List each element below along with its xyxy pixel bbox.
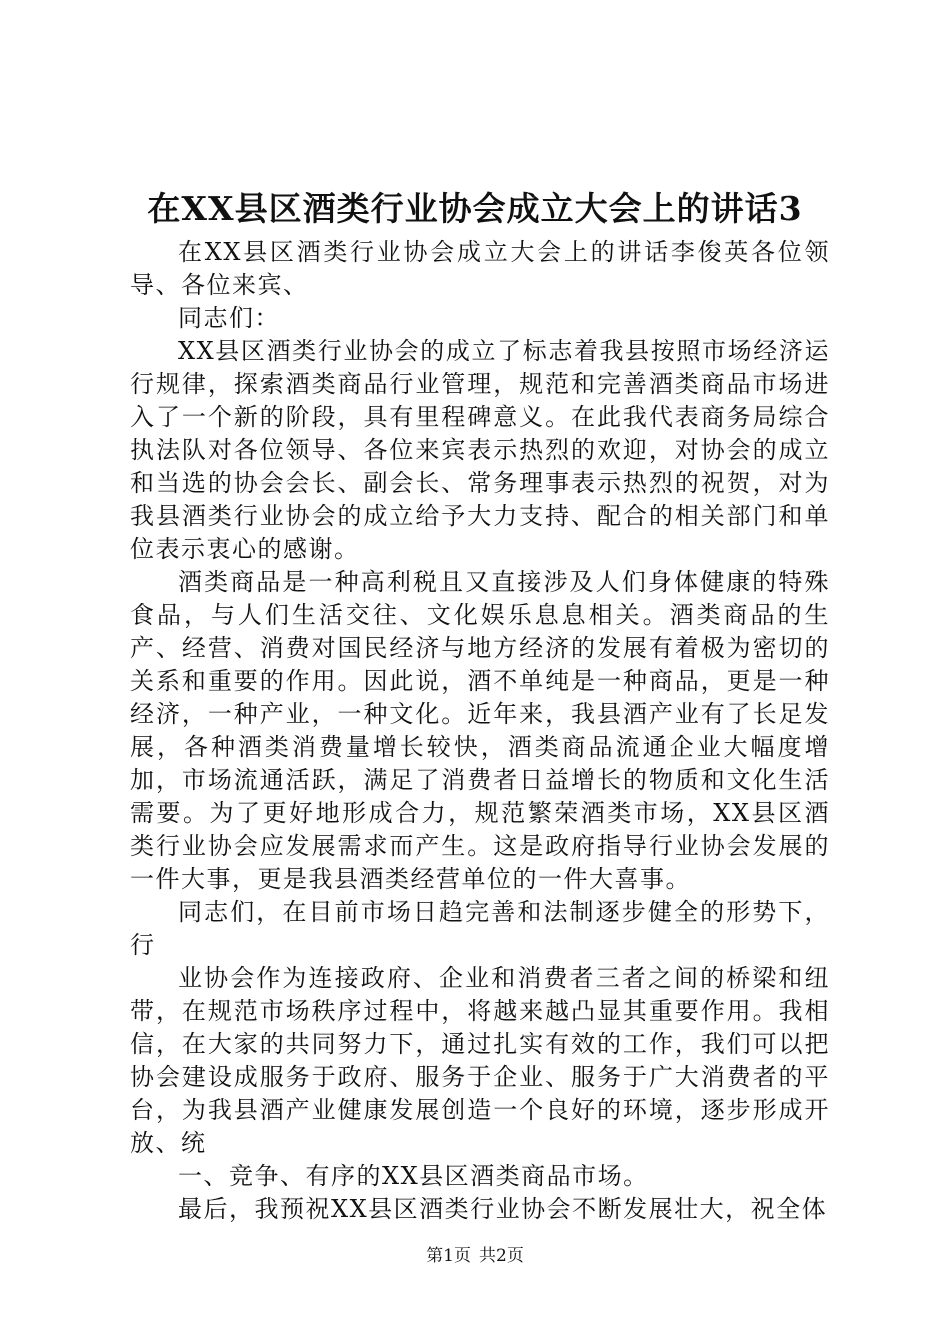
paragraph-opening: 在XX县区酒类行业协会成立大会上的讲话李俊英各位领导、各位来宾、 bbox=[130, 238, 830, 299]
paragraph-association-role: 业协会作为连接政府、企业和消费者三者之间的桥梁和纽带，在规范市场秩序过程中，将越来越凸显其重要作用。我相信，在大家的共同努力下，通过扎实有效的工作，我们可以把协会建设成服务于政府、服务于企业、服务于广大消费者的平台，为我县酒产业健康发展创造一个良好的环境，逐步形成开放、统 bbox=[130, 964, 830, 1157]
paragraph-comrades: 同志们，在目前市场日趋完善和法制逐步健全的形势下，行 bbox=[130, 898, 830, 959]
page-footer bbox=[0, 1244, 950, 1268]
paragraph-alcohol-goods: 酒类商品是一种高利税且又直接涉及人们身体健康的特殊食品，与人们生活交往、文化娱乐息息相关。酒类商品的生产、经营、消费对国民经济与地方经济的发展有着极为密切的关系和重要的作用。因此说，酒不单纯是一种商品，更是一种经济，一种产业，一种文化。近年来，我县酒产业有了长足发展，各种酒类消费量增长较快，酒类商品流通企业大幅度增加，市场流通活跃，满足了消费者日益增长的物质和文化生活需要。为了更好地形成合力，规范繁荣酒类市场，XX县区酒类行业协会应发展需求而产生。这是政府指导行业协会发展的一件大事，更是我县酒类经营单位的一件大喜事。 bbox=[130, 568, 830, 893]
document-body bbox=[130, 236, 830, 1226]
page-number: 第1页 bbox=[426, 1246, 471, 1266]
paragraph-closing: 最后，我预祝XX县区酒类行业协会不断发展壮大，祝全体 bbox=[178, 1195, 828, 1223]
paragraph-market: 一、竞争、有序的XX县区酒类商品市场。 bbox=[178, 1162, 649, 1190]
document-title: 在XX县区酒类行业协会成立大会上的讲话3 bbox=[147, 189, 803, 228]
paragraph-salutation: 同志们： bbox=[178, 304, 280, 332]
paragraph-founding: XX县区酒类行业协会的成立了标志着我县按照市场经济运行规律，探索酒类商品行业管理，规范和完善酒类商品市场进入了一个新的阶段，具有里程碑意义。在此我代表商务局综合执法队对各位领导、各位来宾表示热烈的欢迎，对协会的成立和当选的协会会长、副会长、常务理事表示热烈的祝贺，对为我县酒类行业协会的成立给予大力支持、配合的相关部门和单位表示衷心的感谢。 bbox=[130, 337, 830, 563]
page-total: 共2页 bbox=[479, 1246, 524, 1266]
